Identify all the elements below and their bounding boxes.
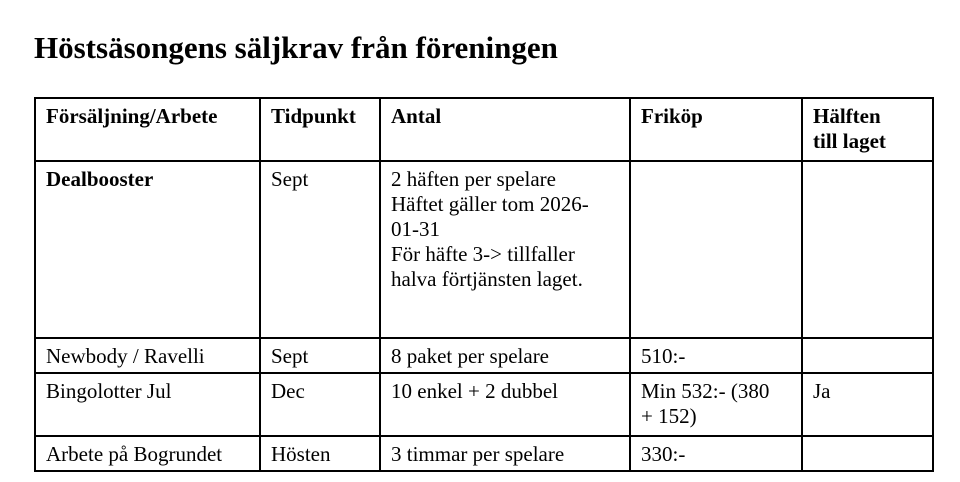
sales-requirements-table bbox=[34, 97, 934, 472]
cell-half-to-team: Ja bbox=[802, 373, 933, 436]
header-sales-work: Försäljning/Arbete bbox=[35, 98, 260, 161]
header-buyout: Friköp bbox=[630, 98, 802, 161]
cell-quantity: 3 timmar per spelare bbox=[380, 436, 630, 471]
page-title: Höstsäsongens säljkrav från föreningen bbox=[34, 30, 558, 65]
cell-half-to-team bbox=[802, 161, 933, 338]
cell-half-to-team bbox=[802, 436, 933, 471]
buyout-line: + 152) bbox=[641, 404, 697, 428]
quantity-line: 2 häften per spelare bbox=[391, 167, 556, 191]
cell-buyout: 330:- bbox=[630, 436, 802, 471]
cell-time: Sept bbox=[260, 338, 380, 373]
header-half-to-team-line-2: till laget bbox=[813, 129, 886, 153]
cell-buyout bbox=[630, 373, 802, 436]
cell-item: Dealbooster bbox=[35, 161, 260, 338]
table-row bbox=[35, 338, 933, 373]
cell-buyout bbox=[630, 161, 802, 338]
header-half-to-team bbox=[802, 98, 933, 161]
cell-item: Bingolotter Jul bbox=[35, 373, 260, 436]
quantity-line: Häftet gäller tom 2026- bbox=[391, 192, 589, 216]
table-row bbox=[35, 161, 933, 338]
cell-item: Arbete på Bogrundet bbox=[35, 436, 260, 471]
quantity-line: För häfte 3-> tillfaller bbox=[391, 242, 575, 266]
header-time: Tidpunkt bbox=[260, 98, 380, 161]
header-half-to-team-line-1: Hälften bbox=[813, 104, 881, 128]
table-row bbox=[35, 436, 933, 471]
buyout-line: Min 532:- (380 bbox=[641, 379, 770, 403]
cell-time: Dec bbox=[260, 373, 380, 436]
cell-buyout: 510:- bbox=[630, 338, 802, 373]
cell-quantity: 8 paket per spelare bbox=[380, 338, 630, 373]
cell-quantity bbox=[380, 161, 630, 338]
quantity-line: halva förtjänsten laget. bbox=[391, 267, 583, 291]
cell-half-to-team bbox=[802, 338, 933, 373]
table-header-row bbox=[35, 98, 933, 161]
cell-quantity: 10 enkel + 2 dubbel bbox=[380, 373, 630, 436]
cell-time: Hösten bbox=[260, 436, 380, 471]
quantity-line: 01-31 bbox=[391, 217, 440, 241]
table-row bbox=[35, 373, 933, 436]
cell-time: Sept bbox=[260, 161, 380, 338]
cell-item: Newbody / Ravelli bbox=[35, 338, 260, 373]
header-quantity: Antal bbox=[380, 98, 630, 161]
